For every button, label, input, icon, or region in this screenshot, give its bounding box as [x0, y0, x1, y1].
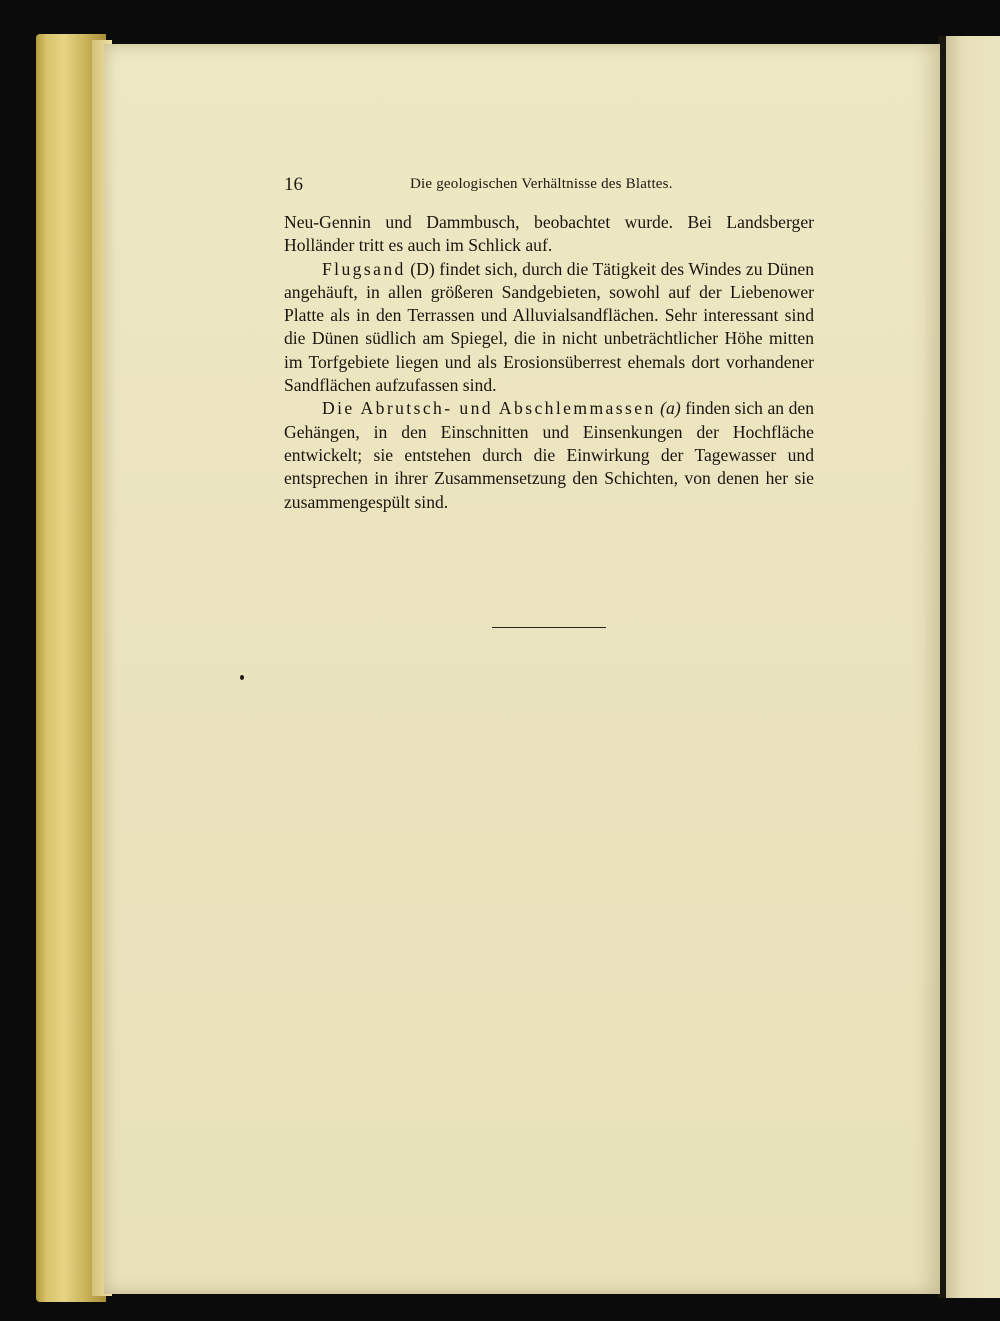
paragraph-text: finden sich an den Gehängen, in den Einschnitten und Einsenkungen der Hochfläche entwickelt; sie entstehen durch die Einwirkung der Tagewasser und entsprechen in ihrer Zusammensetzung den Schichten, von denen her sie zusammengespült sind.	[284, 398, 814, 512]
paragraph-flugsand	[284, 258, 814, 398]
facing-page-edge	[946, 36, 1000, 1298]
paragraph-abrutschmassen	[284, 397, 814, 513]
paragraph-text: Neu-Gennin und Dammbusch, beobachtet wurde. Bei Landsberger Holländer tritt es auch im Schlick auf.	[284, 212, 814, 256]
section-end-rule	[492, 627, 606, 628]
ink-speck	[240, 675, 244, 680]
term-abrutschmassen: Die Abrutsch- und Abschlemmassen	[322, 398, 656, 419]
paragraph-continuation	[284, 211, 814, 258]
running-head	[284, 172, 814, 198]
body-text	[284, 211, 814, 514]
term-flugsand: Flugsand	[322, 258, 406, 279]
page-number: 16	[284, 174, 303, 195]
map-symbol: (a)	[660, 398, 681, 419]
map-symbol: (D)	[410, 258, 435, 279]
paragraph-text: findet sich, durch die Tätigkeit des Windes zu Dünen angehäuft, in allen größeren Sandgebieten, sowohl auf der Liebenower Platte als in den Terrassen und Alluvialsandflächen. Sehr interessant sind die Dünen südlich am Spiegel, die in nicht unbeträchtlicher Höhe mitten im Torfgebiete liegen und als Erosionsüberrest ehemals dort vorhandener Sandflächen aufzufassen sind.	[284, 258, 814, 396]
running-title: Die geologischen Verhältnisse des Blattes.	[410, 176, 673, 192]
